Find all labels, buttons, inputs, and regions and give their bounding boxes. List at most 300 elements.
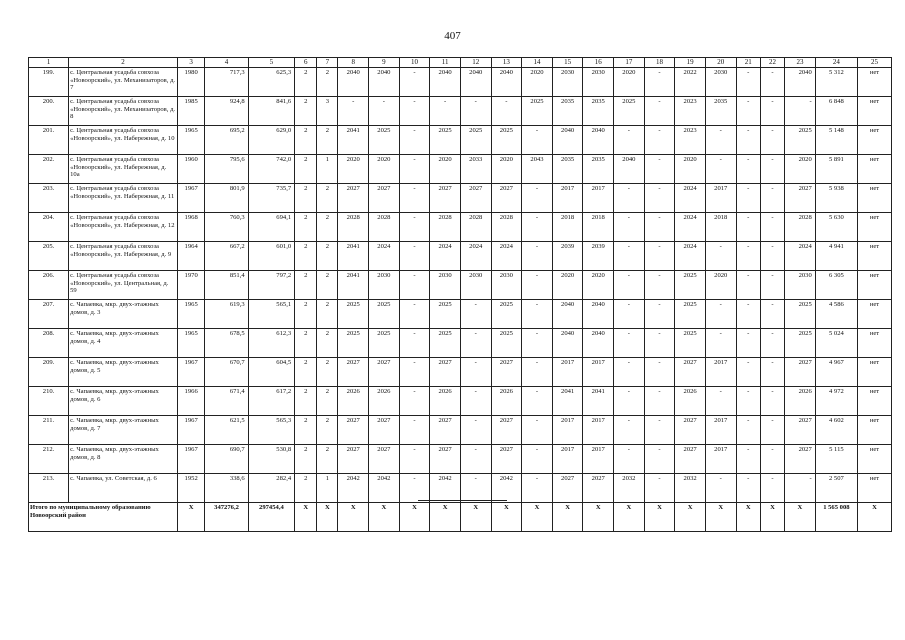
table-cell: 2017 [705,184,736,213]
table-cell: 2027 [785,416,816,445]
table-cell: 2027 [552,474,583,503]
table-cell: нет [858,387,892,416]
table-cell: - [736,358,760,387]
table-cell: 601,0 [248,242,294,271]
table-cell: 2 [295,184,317,213]
table-cell: 3 [317,97,338,126]
table-cell: 565,3 [248,416,294,445]
column-number-header: 22 [760,58,784,68]
table-cell: 2042 [369,474,400,503]
total-cell: X [552,503,583,532]
table-row [29,445,892,474]
table-cell: - [522,242,553,271]
table-cell: - [705,155,736,184]
row-number: 207. [29,300,69,329]
table-cell: 2020 [675,155,706,184]
table-cell: 5 891 [815,155,857,184]
table-cell: - [760,68,784,97]
table-cell: - [399,387,430,416]
table-cell: 1 [317,474,338,503]
table-cell: 619,3 [205,300,248,329]
column-number-header: 11 [430,58,461,68]
address-cell: с. Центральная усадьба совхоза «Новоорский», ул. Центральная, д. 59 [69,271,178,300]
address-cell: с. Чапаевка, мкр. двух-этажных домов, д. 8 [69,445,178,474]
table-cell: 2030 [430,271,461,300]
table-cell: - [399,97,430,126]
table-cell: 2 507 [815,474,857,503]
address-cell: с. Центральная усадьба совхоза «Новоорский», ул. Механизаторов, д. 8 [69,97,178,126]
total-cell: X [295,503,317,532]
table-cell: 1967 [177,358,204,387]
table-cell: - [491,97,522,126]
table-cell: 841,6 [248,97,294,126]
total-cell: X [460,503,491,532]
table-cell: 797,2 [248,271,294,300]
table-cell: 2027 [583,474,614,503]
column-number-header: 18 [644,58,675,68]
table-cell: 694,1 [248,213,294,242]
column-number-header: 7 [317,58,338,68]
table-cell: - [399,416,430,445]
table-cell: - [399,155,430,184]
table-cell: 2024 [430,242,461,271]
table-cell: 1965 [177,300,204,329]
table-cell: 801,9 [205,184,248,213]
table-cell: 2 [295,126,317,155]
table-cell: 2027 [430,416,461,445]
table-cell: 2024 [491,242,522,271]
table-cell: - [785,97,816,126]
table-cell: 2 [295,474,317,503]
table-cell: 2 [295,300,317,329]
table-cell: 2040 [369,68,400,97]
table-cell: нет [858,300,892,329]
total-cell: X [177,503,204,532]
table-cell: - [369,97,400,126]
table-cell: 2040 [552,329,583,358]
table-cell: 2020 [430,155,461,184]
row-number: 213. [29,474,69,503]
table-cell: 2027 [491,416,522,445]
table-cell: 2025 [675,329,706,358]
table-cell: - [736,416,760,445]
table-cell: 2032 [675,474,706,503]
table-cell: 2041 [583,387,614,416]
table-cell: - [736,329,760,358]
column-number-header: 19 [675,58,706,68]
table-cell: 612,3 [248,329,294,358]
table-cell: 621,5 [205,416,248,445]
table-cell: 617,2 [248,387,294,416]
table-cell: нет [858,97,892,126]
table-cell: 2040 [491,68,522,97]
table-cell: 2024 [675,184,706,213]
column-number-header: 14 [522,58,553,68]
table-cell: 2027 [785,184,816,213]
table-cell: 2040 [552,126,583,155]
table-cell: 2 [295,213,317,242]
table-cell: 2027 [338,416,369,445]
table-cell: 1980 [177,68,204,97]
header-row [29,58,892,68]
table-cell: 1 [317,155,338,184]
table-cell: 2020 [614,68,645,97]
table-cell: 2035 [705,97,736,126]
table-cell: 2 [317,300,338,329]
table-cell: - [460,97,491,126]
table-cell: - [430,97,461,126]
table-cell: 2017 [552,445,583,474]
table-cell: 2022 [675,68,706,97]
table-cell: - [760,242,784,271]
table-cell: 2 [317,329,338,358]
table-cell: - [736,213,760,242]
table-cell: 2 [295,155,317,184]
address-cell: с. Чапаевка, ул. Советская, д. 6 [69,474,178,503]
table-cell: 2 [317,68,338,97]
column-number-header: 10 [399,58,430,68]
column-number-header: 4 [205,58,248,68]
table-cell: 4 586 [815,300,857,329]
table-cell: 2040 [785,68,816,97]
table-cell: - [760,155,784,184]
table-cell: - [522,387,553,416]
table-cell: 2027 [338,184,369,213]
separator-line [418,500,507,501]
total-cell: X [338,503,369,532]
table-cell: нет [858,445,892,474]
table-cell: 4 602 [815,416,857,445]
column-number-header: 20 [705,58,736,68]
total-cell: X [644,503,675,532]
table-cell: - [644,68,675,97]
table-cell: 2042 [338,474,369,503]
table-cell: нет [858,184,892,213]
total-cell: X [522,503,553,532]
table-cell: 2041 [338,242,369,271]
total-label: Итого по муниципальному образованию Новоорский район [29,503,178,532]
table-cell: 2020 [785,155,816,184]
table-cell: 2020 [369,155,400,184]
table-cell: 2025 [785,329,816,358]
table-cell: - [399,445,430,474]
table-row [29,474,892,503]
table-cell: - [522,213,553,242]
table-cell: 2020 [552,271,583,300]
table-cell: - [614,329,645,358]
row-number: 203. [29,184,69,213]
table-cell: 2039 [552,242,583,271]
table-cell: 2026 [369,387,400,416]
table-cell: 2030 [552,68,583,97]
table-cell: - [736,300,760,329]
table-cell: 2025 [491,126,522,155]
address-cell: с. Чапаевка, мкр. двух-этажных домов, д. 4 [69,329,178,358]
table-cell: 671,4 [205,387,248,416]
table-cell: 1985 [177,97,204,126]
column-number-header: 6 [295,58,317,68]
column-number-header: 8 [338,58,369,68]
table-cell: - [522,184,553,213]
table-row [29,155,892,184]
total-cell: X [858,503,892,532]
table-cell: 2017 [552,184,583,213]
table-cell: 2025 [338,329,369,358]
row-number: 209. [29,358,69,387]
table-cell: - [644,329,675,358]
column-number-header: 24 [815,58,857,68]
table-cell: 2 [317,126,338,155]
table-cell: 5 148 [815,126,857,155]
table-cell: - [460,300,491,329]
total-cell: X [785,503,816,532]
table-cell: 1970 [177,271,204,300]
table-cell: 2042 [430,474,461,503]
row-number: 212. [29,445,69,474]
table-cell: 2 [317,445,338,474]
table-cell: 2025 [675,300,706,329]
table-cell: 2 [295,387,317,416]
table-cell: 795,6 [205,155,248,184]
column-number-header: 23 [785,58,816,68]
table-cell: 2040 [583,329,614,358]
table-cell: 2030 [705,68,736,97]
table-cell: - [399,68,430,97]
table-cell: 2026 [491,387,522,416]
table-cell: - [338,97,369,126]
table-cell: 1965 [177,126,204,155]
table-cell: 4 972 [815,387,857,416]
table-cell: 338,6 [205,474,248,503]
table-cell: 2017 [705,358,736,387]
table-cell: 282,4 [248,474,294,503]
table-cell: - [399,184,430,213]
table-cell: 1965 [177,329,204,358]
table-cell: 2023 [675,97,706,126]
row-number: 210. [29,387,69,416]
table-cell: 2025 [491,300,522,329]
table-cell: 2027 [675,416,706,445]
table-cell: 2017 [705,445,736,474]
table-cell: - [760,300,784,329]
table-cell: - [399,329,430,358]
table-cell: 2025 [369,126,400,155]
table-cell: 2035 [583,155,614,184]
table-cell: нет [858,68,892,97]
column-number-header: 3 [177,58,204,68]
table-cell: 2024 [369,242,400,271]
table-cell: 2043 [522,155,553,184]
address-cell: с. Центральная усадьба совхоза «Новоорский», ул. Набережная, д. 9 [69,242,178,271]
table-cell: нет [858,416,892,445]
table-cell: 742,0 [248,155,294,184]
column-number-header: 13 [491,58,522,68]
table-cell: 2023 [675,126,706,155]
table-cell: 2028 [369,213,400,242]
table-cell: 735,7 [248,184,294,213]
table-cell: 2027 [338,358,369,387]
table-cell: нет [858,474,892,503]
total-cell: X [736,503,760,532]
row-number: 200. [29,97,69,126]
table-cell: 2030 [460,271,491,300]
table-cell: 1968 [177,213,204,242]
table-cell: 2041 [552,387,583,416]
table-cell: 851,4 [205,271,248,300]
table-cell: 2027 [491,445,522,474]
table-cell: 2035 [552,97,583,126]
table-cell: - [644,271,675,300]
table-cell: - [760,184,784,213]
table-cell: - [705,474,736,503]
table-cell: 2040 [338,68,369,97]
row-number: 211. [29,416,69,445]
table-row [29,300,892,329]
table-cell: - [705,242,736,271]
table-cell: - [614,184,645,213]
table-cell: - [760,213,784,242]
table-cell: - [736,474,760,503]
table-cell: нет [858,271,892,300]
table-cell: 2 [295,68,317,97]
row-number: 206. [29,271,69,300]
table-cell: 2024 [785,242,816,271]
table-cell: - [614,126,645,155]
table-cell: 4 967 [815,358,857,387]
table-cell: - [705,126,736,155]
table-cell: 2028 [491,213,522,242]
table-cell: 2039 [583,242,614,271]
table-cell: 2041 [338,126,369,155]
table-cell: - [736,184,760,213]
column-number-header: 25 [858,58,892,68]
table-cell: 1967 [177,416,204,445]
column-number-header: 17 [614,58,645,68]
table-cell: - [522,445,553,474]
table-cell: 2025 [491,329,522,358]
row-number: 201. [29,126,69,155]
table-cell: 2027 [675,358,706,387]
data-table [28,57,892,532]
table-cell: - [522,474,553,503]
table-cell: 2027 [785,358,816,387]
table-cell: - [760,445,784,474]
table-cell: 2030 [369,271,400,300]
total-cell: 297454,4 [248,503,294,532]
table-cell: 2017 [583,358,614,387]
table-cell: 2025 [675,271,706,300]
table-cell: 2 [295,358,317,387]
table-cell: - [736,387,760,416]
table-cell: 2030 [583,68,614,97]
table-cell: нет [858,155,892,184]
table-cell: 2027 [338,445,369,474]
table-cell: 2017 [552,358,583,387]
table-cell: 2035 [552,155,583,184]
table-cell: нет [858,242,892,271]
table-cell: 2040 [614,155,645,184]
column-number-header: 16 [583,58,614,68]
table-cell: - [644,213,675,242]
table-cell: - [705,329,736,358]
table-cell: - [399,474,430,503]
row-number: 199. [29,68,69,97]
table-cell: 2040 [583,300,614,329]
address-cell: с. Центральная усадьба совхоза «Новоорский», ул. Набережная, д. 11 [69,184,178,213]
total-cell: X [675,503,706,532]
table-cell: 2027 [369,358,400,387]
table-cell: - [705,387,736,416]
table-cell: 2027 [460,184,491,213]
table-cell: - [736,445,760,474]
table-cell: - [460,416,491,445]
total-cell: X [369,503,400,532]
table-cell: - [760,474,784,503]
table-cell: 2020 [583,271,614,300]
table-cell: 2027 [369,445,400,474]
table-body [29,68,892,532]
total-cell: X [705,503,736,532]
row-number: 208. [29,329,69,358]
table-cell: 2027 [369,416,400,445]
table-cell: 629,0 [248,126,294,155]
table-cell: - [644,242,675,271]
table-cell: - [736,271,760,300]
column-number-header: 21 [736,58,760,68]
table-cell: 670,7 [205,358,248,387]
table-cell: 2040 [430,68,461,97]
table-cell: - [614,358,645,387]
table-cell: 1964 [177,242,204,271]
table-cell: 2025 [338,300,369,329]
table-cell: 2027 [369,184,400,213]
table-cell: 2028 [430,213,461,242]
table-cell: 2 [295,242,317,271]
column-number-header: 12 [460,58,491,68]
table-cell: - [644,445,675,474]
total-cell: 1 565 008 [815,503,857,532]
table-cell: - [644,387,675,416]
table-cell: - [736,155,760,184]
table-cell: 2 [295,271,317,300]
table-cell: - [760,387,784,416]
table-row [29,387,892,416]
table-cell: 2 [295,97,317,126]
total-cell: X [317,503,338,532]
table-cell: 5 938 [815,184,857,213]
total-cell: X [614,503,645,532]
table-cell: 1967 [177,445,204,474]
total-cell: X [430,503,461,532]
table-cell: - [614,300,645,329]
table-cell: 1967 [177,184,204,213]
table-cell: - [460,358,491,387]
table-cell: 695,2 [205,126,248,155]
table-row [29,68,892,97]
table-cell: 4 941 [815,242,857,271]
table-cell: - [705,300,736,329]
address-cell: с. Чапаевка, мкр. двух-этажных домов, д. 5 [69,358,178,387]
table-cell: нет [858,126,892,155]
table-row [29,184,892,213]
table-cell: 6 305 [815,271,857,300]
table-cell: 667,2 [205,242,248,271]
table-cell: - [460,329,491,358]
table-cell: 530,8 [248,445,294,474]
table-cell: - [644,97,675,126]
table-cell: 2018 [583,213,614,242]
table-cell: - [644,184,675,213]
